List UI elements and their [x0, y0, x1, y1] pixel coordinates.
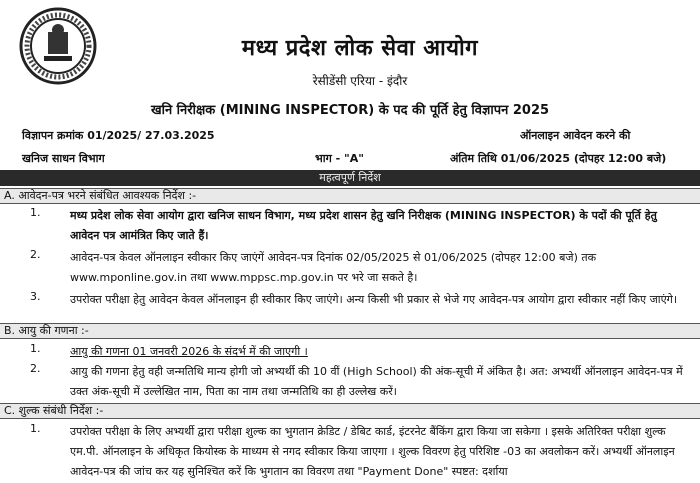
item-text: आयु की गणना 01 जनवरी 2026 के संदर्भ में की जाएगी ।	[70, 345, 308, 358]
section-heading-c: C. शुल्क संबंधी निर्देश :-	[0, 403, 700, 419]
section-heading-a: A. आवेदन-पत्र भरने संबंधित आवश्यक निर्देश :-	[0, 188, 700, 204]
important-instructions-banner: महत्वपूर्ण निर्देश	[0, 170, 700, 186]
item-text: आयु की गणना हेतु वही जन्मतिथि मान्य होगी जो अभ्यर्थी की 10 वीं (High School) की अंक-सूची में अंकित है। अत: अभ्यर्थी ऑनलाइन आवेदन-पत्र में उक्त अंक-सूची में उल्लेखित नाम, पिता का नाम तथा जन्मतिथि का ही उल्लेख करें।	[70, 365, 683, 398]
mppsc-emblem-icon	[18, 6, 98, 86]
item-number: 2.	[30, 362, 41, 375]
department-name: खनिज साधन विभाग	[22, 152, 105, 165]
item-text: मध्य प्रदेश लोक सेवा आयोग द्वारा खनिज साधन विभाग, मध्य प्रदेश शासन हेतु खनि निरीक्षक (MINING INSPECTOR) के पदों की पूर्ति हेतु आवेदन पत्र आमंत्रित किए जाते हैं।	[70, 209, 657, 242]
item-text: उपरोक्त परीक्षा के लिए अभ्यर्थी द्वारा परीक्षा शुल्क का भुगतान क्रेडिट / डेबिट कार्ड, इंटरनेट बैंकिंग द्वारा किया जा सकेगा । इसके अतिरिक्त परीक्षा शुल्क एम.पी. ऑनलाइन के अधिकृत कियोस्क के माध्यम से नगद स्वीकार किया जाएगा । शुल्क विवरण हेतु परिशिष्ट -03 का अवलोकन करें। अभ्यर्थी ऑनलाइन आवेदन-पत्र की जांच कर यह सुनिश्चित करें कि भुगतान का विवरण तथा "Payment Done" स्पष्टत: दर्शाया	[70, 425, 675, 478]
item-text: उपरोक्त परीक्षा हेतु आवेदन केवल ऑनलाइन ही स्वीकार किए जाएंगे। अन्य किसी भी प्रकार से भेजे गए आवेदन-पत्र आयोग द्वारा स्वीकार नहीं किए जाएंगे।	[70, 293, 678, 306]
advertisement-title: खनि निरीक्षक (MINING INSPECTOR) के पद की पूर्ति हेतु विज्ञापन 2025	[150, 103, 550, 118]
item-number: 2.	[30, 248, 41, 261]
adv-number: विज्ञापन क्रमांक 01/2025/ 27.03.2025	[22, 129, 215, 142]
last-date: अंतिम तिथि 01/06/2025 (दोपहर 12:00 बजे)	[450, 152, 667, 165]
online-apply-label: ऑनलाइन आवेदन करने की	[520, 129, 631, 142]
item-number: 1.	[30, 422, 41, 435]
section-heading-b: B. आयु की गणना :-	[0, 323, 700, 339]
office-location: रेसीडेंसी एरिया - इंदौर	[312, 74, 408, 88]
item-text: आवेदन-पत्र केवल ऑनलाइन स्वीकार किए जाएंगें आवेदन-पत्र दिनांक 02/05/2025 से 01/06/2025 (दोपहर 12:00 बजे) तक www.mponline.gov.in तथा www.mppsc.mp.gov.in पर भरे जा सकते है।	[70, 251, 597, 284]
item-number: 1.	[30, 342, 41, 355]
item-number: 1.	[30, 206, 41, 219]
part-label: भाग - "A"	[315, 152, 364, 165]
org-title: मध्य प्रदेश लोक सेवा आयोग	[241, 36, 479, 61]
item-number: 3.	[30, 290, 41, 303]
